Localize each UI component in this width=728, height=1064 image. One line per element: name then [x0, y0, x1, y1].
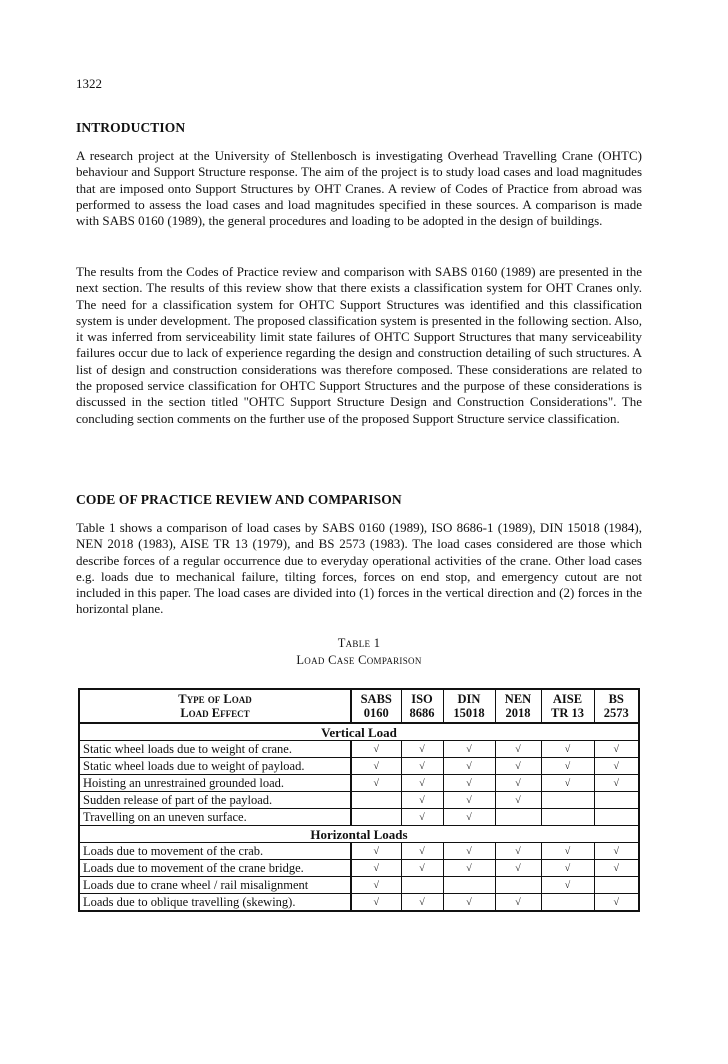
check-mark-cell: √	[401, 860, 443, 877]
check-mark-cell: √	[401, 741, 443, 758]
review-paragraph-1: Table 1 shows a comparison of load cases by SABS 0160 (1989), ISO 8686-1 (1989), DIN 15018 (1984), NEN 2018 (1983), AISE TR 13 (1979), and BS 2573 (1983). The load cases considered are those which describe forces of a regular occurrence due to everyday operational activities of the crane. Other load cases e.g. loads due to mechanical failure, tilting forces, forces on end stop, and emergency cutout are not included in this paper. The load cases are divided into (1) forces in the vertical direction and (2) forces in the horizontal plane.	[76, 520, 642, 617]
table-caption-title: Load Case Comparison	[296, 653, 422, 667]
table-section-title: Horizontal Loads	[79, 826, 639, 843]
table-caption-number: Table 1	[337, 636, 381, 650]
page-number: 1322	[76, 76, 102, 91]
check-mark-cell: √	[351, 775, 401, 792]
check-mark-cell: √	[495, 894, 541, 912]
check-mark-cell: √	[443, 775, 495, 792]
empty-cell	[351, 809, 401, 826]
header-code-line2: 15018	[453, 706, 485, 720]
check-mark-cell: √	[443, 860, 495, 877]
load-effect-cell: Travelling on an uneven surface.	[79, 809, 351, 826]
check-mark-cell: √	[443, 758, 495, 775]
load-effect-cell: Static wheel loads due to weight of payload.	[79, 758, 351, 775]
empty-cell	[541, 809, 594, 826]
empty-cell	[594, 792, 639, 809]
table-row	[79, 741, 639, 758]
load-effect-cell: Static wheel loads due to weight of crane.	[79, 741, 351, 758]
check-mark-cell: √	[594, 843, 639, 860]
load-effect-cell: Hoisting an unrestrained grounded load.	[79, 775, 351, 792]
check-mark-cell: √	[401, 894, 443, 912]
table-section-title: Vertical Load	[79, 723, 639, 741]
check-mark-cell: √	[541, 775, 594, 792]
load-effect-cell: Loads due to oblique travelling (skewing).	[79, 894, 351, 912]
header-code-line1: BS	[608, 692, 624, 706]
check-mark-cell: √	[351, 877, 401, 894]
check-mark-cell: √	[495, 775, 541, 792]
header-code-line2: 0160	[363, 706, 389, 720]
check-mark-cell: √	[495, 860, 541, 877]
check-mark-cell: √	[495, 741, 541, 758]
check-mark-cell: √	[594, 894, 639, 912]
check-mark-cell: √	[401, 775, 443, 792]
header-code-line2: 2573	[603, 706, 629, 720]
table-row	[79, 792, 639, 809]
header-load-effect-label: Load Effect	[180, 706, 250, 720]
review-heading: CODE OF PRACTICE REVIEW AND COMPARISON	[76, 492, 402, 507]
check-mark-cell: √	[351, 741, 401, 758]
table-header-row	[79, 689, 639, 723]
check-mark-cell: √	[541, 843, 594, 860]
header-code-aise	[541, 689, 594, 723]
header-code-bs	[594, 689, 639, 723]
check-mark-cell: √	[401, 792, 443, 809]
check-mark-cell: √	[541, 758, 594, 775]
table-row	[79, 877, 639, 894]
check-mark-cell: √	[495, 758, 541, 775]
empty-cell	[541, 894, 594, 912]
header-code-sabs	[351, 689, 401, 723]
load-case-comparison-table	[78, 688, 640, 912]
header-code-din	[443, 689, 495, 723]
check-mark-cell: √	[594, 741, 639, 758]
check-mark-cell: √	[443, 792, 495, 809]
load-effect-cell: Loads due to movement of the crab.	[79, 843, 351, 860]
table-row	[79, 775, 639, 792]
empty-cell	[351, 792, 401, 809]
empty-cell	[495, 877, 541, 894]
check-mark-cell: √	[351, 860, 401, 877]
empty-cell	[495, 809, 541, 826]
load-effect-cell: Loads due to crane wheel / rail misalignment	[79, 877, 351, 894]
check-mark-cell: √	[351, 894, 401, 912]
check-mark-cell: √	[401, 758, 443, 775]
introduction-paragraph-1: A research project at the University of Stellenbosch is investigating Overhead Travelling Crane (OHTC) behaviour and Support Structure response. The aim of the project is to study load cases and load magnitudes that are imposed onto Support Structures by OHT Cranes. A review of Codes of Practice from abroad was performed to assess the load cases and load magnitudes specified in these sources. A comparison is made with SABS 0160 (1989), the general procedures and loading to be adopted in the design of buildings.	[76, 148, 642, 229]
check-mark-cell: √	[401, 809, 443, 826]
check-mark-cell: √	[401, 843, 443, 860]
check-mark-cell: √	[443, 843, 495, 860]
check-mark-cell: √	[541, 741, 594, 758]
header-code-line1: NEN	[504, 692, 532, 706]
check-mark-cell: √	[541, 877, 594, 894]
introduction-paragraph-2: The results from the Codes of Practice review and comparison with SABS 0160 (1989) are presented in the next section. The results of this review show that there exists a classification system for OHT Cranes only. The need for a classification system for OHTC Support Structures was identified and this classification system is under development. The proposed classification system is presented in the following section. Also, it was inferred from serviceability limit state failures of OHTC Support Structures that many serviceability failures occur due to lack of experience regarding the design and construction detailing of such structures. A list of design and construction considerations was therefore composed. These considerations are related to the proposed service classification for OHTC Support Structures and the purpose of these considerations is discussed in the section titled "OHTC Support Structure Design and Construction Considerations". The concluding section comments on the further use of the proposed Support Structure service classification.	[76, 264, 642, 426]
check-mark-cell: √	[495, 843, 541, 860]
check-mark-cell: √	[495, 792, 541, 809]
table-caption	[76, 636, 642, 668]
header-code-line2: 8686	[409, 706, 435, 720]
header-code-line1: DIN	[457, 692, 481, 706]
header-code-line1: ISO	[411, 692, 433, 706]
check-mark-cell: √	[351, 843, 401, 860]
check-mark-cell: √	[594, 775, 639, 792]
header-code-iso	[401, 689, 443, 723]
empty-cell	[594, 877, 639, 894]
check-mark-cell: √	[594, 758, 639, 775]
empty-cell	[401, 877, 443, 894]
load-effect-cell: Loads due to movement of the crane bridge.	[79, 860, 351, 877]
empty-cell	[541, 792, 594, 809]
table-row	[79, 809, 639, 826]
check-mark-cell: √	[351, 758, 401, 775]
header-code-line2: TR 13	[551, 706, 584, 720]
table-row	[79, 843, 639, 860]
check-mark-cell: √	[541, 860, 594, 877]
empty-cell	[443, 877, 495, 894]
check-mark-cell: √	[443, 741, 495, 758]
empty-cell	[594, 809, 639, 826]
header-code-line1: AISE	[552, 692, 583, 706]
introduction-heading: INTRODUCTION	[76, 120, 186, 135]
check-mark-cell: √	[594, 860, 639, 877]
load-effect-cell: Sudden release of part of the payload.	[79, 792, 351, 809]
table-row	[79, 860, 639, 877]
header-code-nen	[495, 689, 541, 723]
table-section-row	[79, 723, 639, 741]
header-code-line2: 2018	[505, 706, 531, 720]
table-section-row	[79, 826, 639, 843]
header-code-line1: SABS	[360, 692, 392, 706]
header-type-of-load	[79, 689, 351, 723]
table-row	[79, 894, 639, 912]
check-mark-cell: √	[443, 894, 495, 912]
check-mark-cell: √	[443, 809, 495, 826]
table-row	[79, 758, 639, 775]
header-type-of-load-label: Type of Load	[178, 692, 252, 706]
